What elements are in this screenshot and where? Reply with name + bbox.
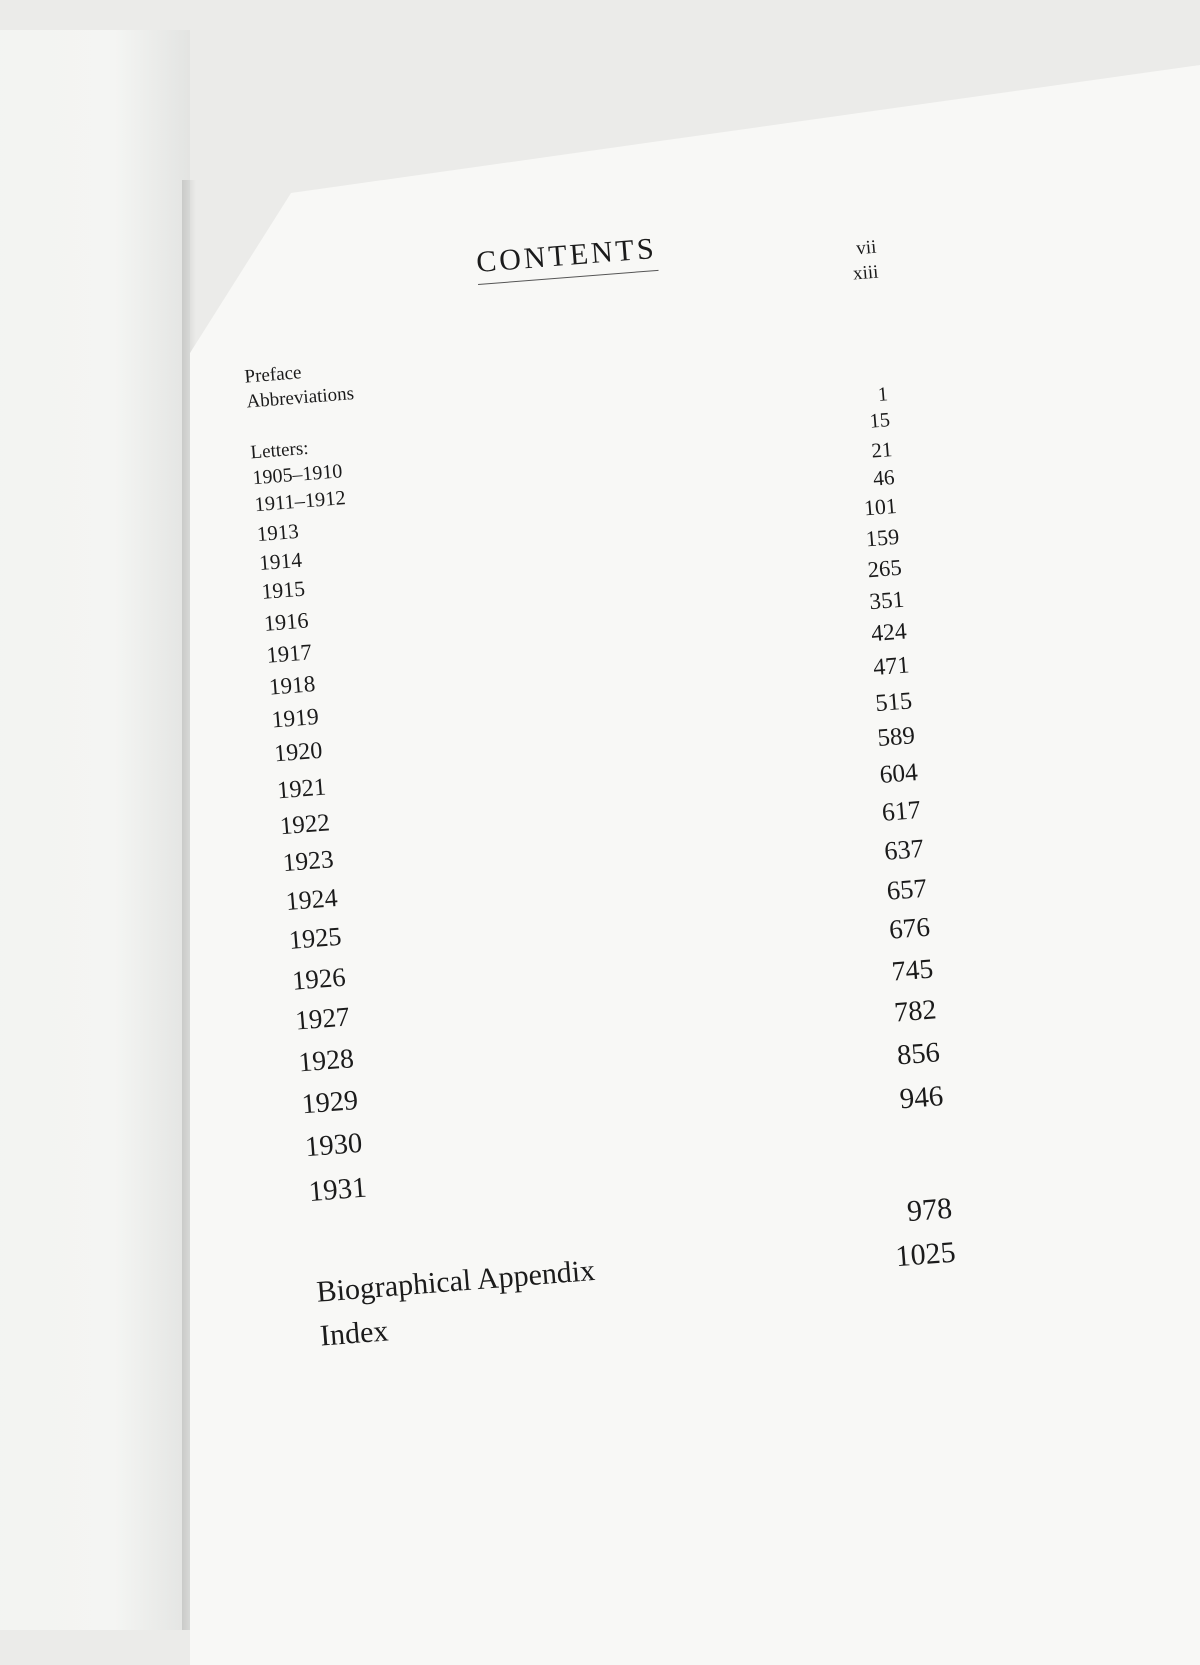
toc-entry-label: 1923 — [281, 845, 335, 878]
toc-entry-page: vii — [855, 236, 878, 260]
toc-entry-page: 676 — [888, 912, 932, 946]
toc-entry-page: 21 — [870, 436, 894, 463]
toc-entry-label: 1921 — [276, 773, 328, 804]
toc-entry-label: 1922 — [278, 808, 331, 840]
toc-entry-page: 265 — [866, 554, 903, 583]
toc-entry-page: 637 — [883, 833, 925, 866]
toc-entry-page: 617 — [880, 795, 922, 828]
toc-entry-label: 1916 — [263, 607, 310, 636]
toc-entry-label: 1919 — [270, 704, 320, 734]
toc-entry-label: 1920 — [273, 738, 324, 768]
toc-entry-page: 604 — [878, 758, 919, 790]
toc-entry-label: 1929 — [300, 1084, 360, 1121]
toc-entry-label: 1924 — [284, 883, 339, 917]
toc-entry-page: xiii — [852, 261, 880, 285]
letters-heading: Letters: — [249, 437, 310, 464]
toc-entry-label: 1917 — [265, 638, 313, 668]
toc-entry-page: 351 — [868, 586, 906, 615]
toc-entry-page: 424 — [870, 618, 908, 648]
toc-entry-label: 1911–1912 — [253, 487, 347, 517]
table-of-contents — [235, 188, 1171, 1353]
toc-entry-label: 1930 — [304, 1127, 364, 1164]
toc-entry-page: 657 — [885, 872, 928, 906]
toc-entry-page: 946 — [898, 1080, 945, 1116]
toc-entry-page: 1 — [877, 383, 889, 406]
toc-entry-label: 1925 — [287, 921, 343, 955]
toc-entry-page: 15 — [868, 409, 891, 434]
toc-entry-page: 515 — [874, 686, 914, 717]
toc-entry-page: 159 — [864, 523, 901, 552]
toc-entry-page: 1025 — [894, 1235, 957, 1274]
toc-entry-label: 1918 — [268, 670, 317, 701]
toc-entry-label: 1926 — [290, 961, 347, 996]
toc-entry-label: 1913 — [256, 518, 300, 546]
toc-entry-page: 101 — [863, 493, 898, 521]
toc-entry-label: 1915 — [260, 576, 306, 605]
toc-entry-label: 1931 — [307, 1171, 368, 1209]
left-page — [0, 30, 190, 1630]
page-title: CONTENTS — [475, 232, 658, 285]
toc-entry-label: 1914 — [258, 547, 303, 575]
toc-entry-abbreviations — [243, 261, 884, 413]
toc-entry-label: 1928 — [297, 1042, 355, 1078]
toc-entry-label: Preface — [243, 362, 303, 388]
toc-entry-label: 1905–1910 — [251, 460, 344, 490]
toc-entry-page: 856 — [895, 1036, 941, 1071]
toc-entry-page: 978 — [905, 1191, 954, 1229]
toc-entry-page: 471 — [872, 652, 911, 682]
toc-entry-label: 1927 — [294, 1001, 351, 1036]
toc-entry-label: Index — [318, 1314, 390, 1353]
toc-entry-label: Abbreviations — [245, 383, 355, 413]
toc-entry-page: 46 — [872, 464, 896, 491]
toc-entry-label: Biographical Appendix — [315, 1253, 597, 1309]
toc-entry-page: 782 — [893, 994, 938, 1029]
toc-entry-page: 745 — [890, 952, 935, 987]
toc-entry-page: 589 — [876, 722, 916, 752]
